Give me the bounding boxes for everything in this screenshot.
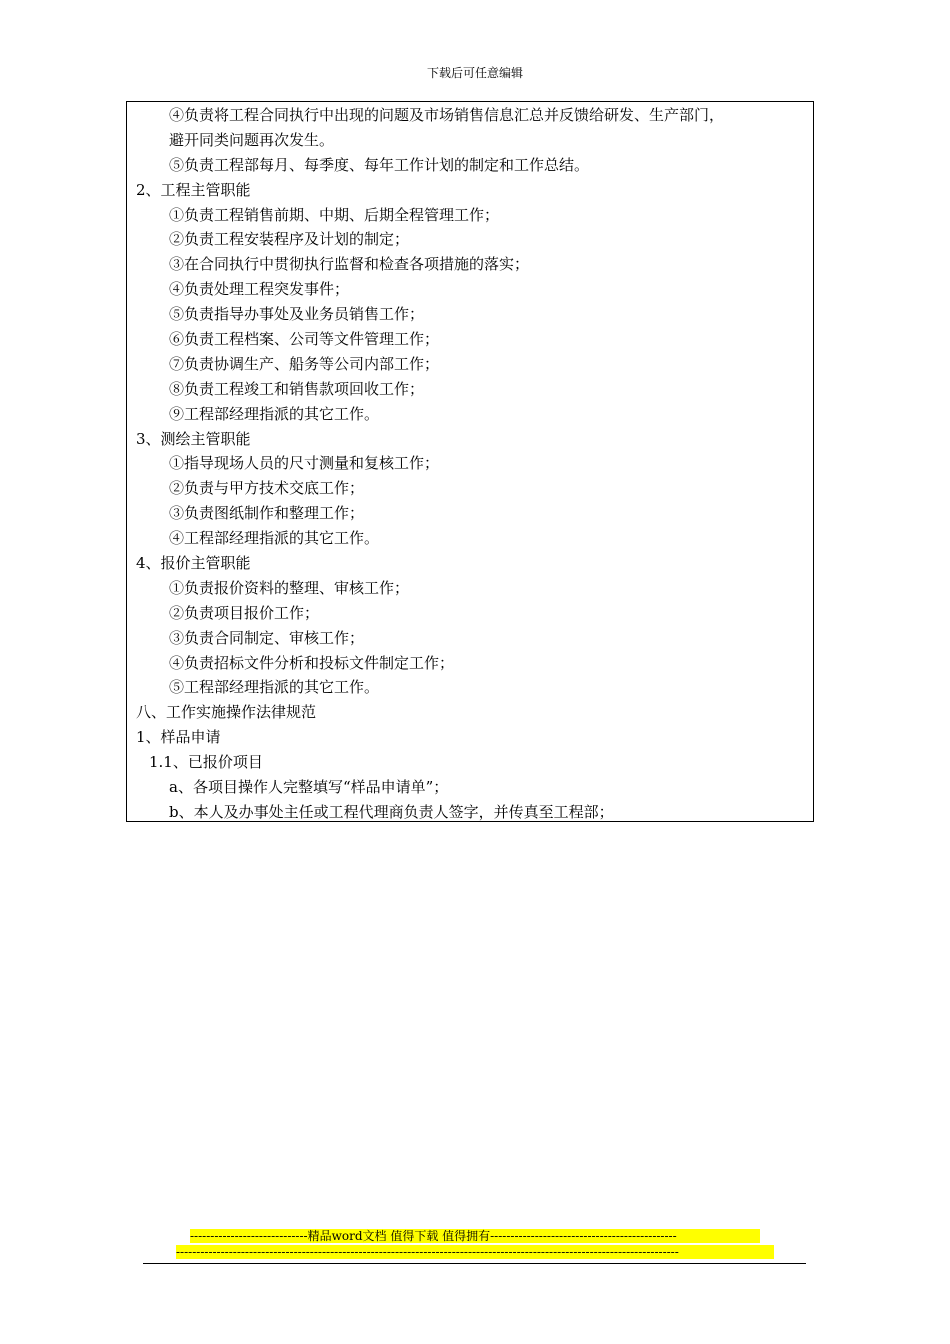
text-line: ②负责与甲方技术交底工作；: [169, 479, 365, 498]
text-line: ⑦负责协调生产、船务等公司内部工作；: [169, 354, 440, 373]
text-line: ④负责处理工程突发事件；: [169, 280, 350, 299]
page-header-note: 下载后可任意编辑: [426, 66, 523, 80]
text-line: ②负责工程安装程序及计划的制定；: [169, 230, 410, 249]
text-line: ①负责工程销售前期、中期、后期全程管理工作；: [169, 205, 500, 224]
text-line: ④负责将工程合同执行中出现的问题及市场销售信息汇总并反馈给研发、生产部门，: [169, 106, 725, 124]
document-content-box: [126, 101, 814, 822]
text-line: 避开同类问题再次发生。: [169, 130, 335, 149]
text-line: ⑨工程部经理指派的其它工作。: [169, 404, 380, 423]
text-line: ④工程部经理指派的其它工作。: [169, 529, 380, 548]
section-heading: 2、工程主管职能: [136, 180, 251, 199]
text-line: ③负责图纸制作和整理工作；: [169, 504, 365, 523]
section-heading: 4、报价主管职能: [136, 554, 251, 573]
footer-dash-line: ----------------------------------------------------------------------------------------------------------------------------: [176, 1245, 774, 1259]
text-line: ⑧负责工程竣工和销售款项回收工作；: [169, 379, 425, 398]
text-line: ⑥负责工程档案、公司等文件管理工作；: [169, 330, 440, 349]
text-line: ③在合同执行中贯彻执行监督和检查各项措施的落实；: [169, 255, 530, 274]
footer-rule: [143, 1263, 806, 1264]
text-line: ⑤工程部经理指派的其它工作。: [169, 678, 380, 697]
section-heading: 3、测绘主管职能: [136, 429, 251, 448]
text-line: ②负责项目报价工作；: [169, 603, 320, 622]
text-line: ④负责招标文件分析和投标文件制定工作；: [169, 653, 455, 672]
text-line: ①指导现场人员的尺寸测量和复核工作；: [169, 454, 440, 473]
chapter-heading: 八、工作实施操作法律规范: [136, 703, 317, 722]
footer-banner-line: -----------------------------精品word文档 值得下载 值得拥有----------------------------------------------: [190, 1229, 760, 1243]
text-line: ⑤负责指导办事处及业务员销售工作；: [169, 305, 425, 324]
section-heading: 1、样品申请: [136, 728, 221, 747]
text-line: ③负责合同制定、审核工作；: [169, 628, 365, 647]
text-line: ①负责报价资料的整理、审核工作；: [169, 578, 410, 597]
subsection-heading: 1.1、已报价项目: [149, 753, 263, 772]
text-line: ⑤负责工程部每月、每季度、每年工作计划的制定和工作总结。: [169, 155, 590, 174]
text-line: a、各项目操作人完整填写“样品申请单”；: [169, 778, 449, 797]
text-line: b、本人及办事处主任或工程代理商负责人签字，并传真至工程部；: [169, 802, 614, 821]
